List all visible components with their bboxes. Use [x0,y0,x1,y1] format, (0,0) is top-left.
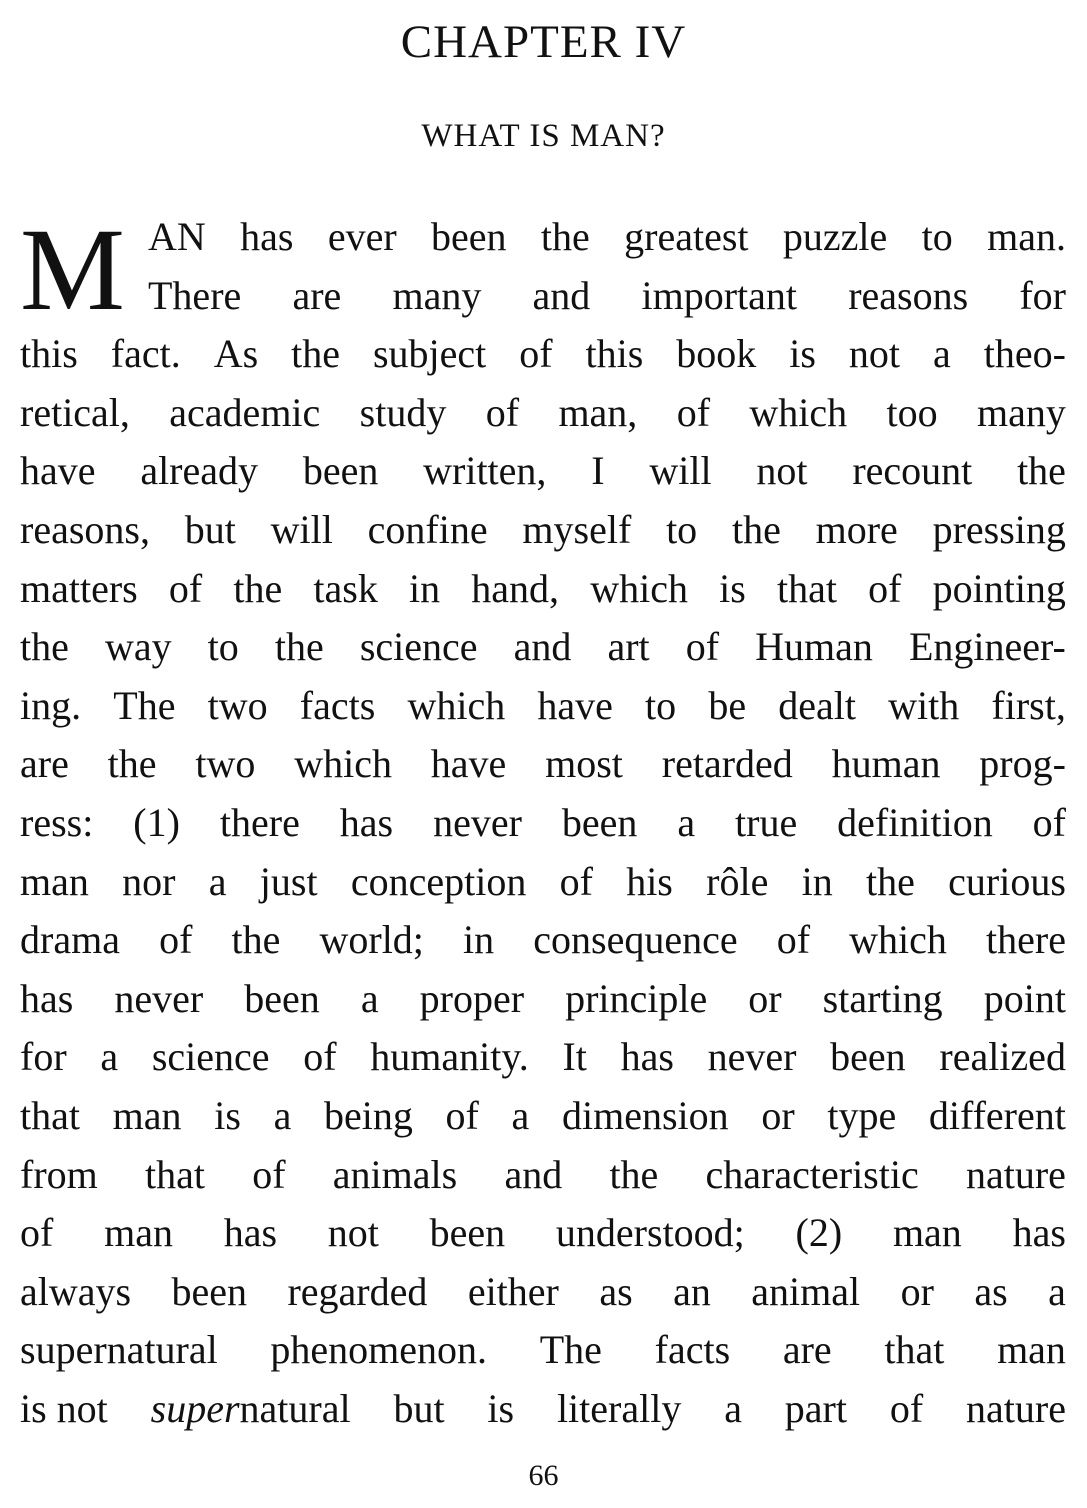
word: of [168,565,203,611]
word: Human [755,624,873,670]
word: a [273,1092,292,1138]
word: a [724,1385,742,1431]
word: man [892,1210,962,1256]
word: man [997,1327,1066,1373]
word: have [537,682,613,728]
word: two [207,682,268,728]
word: is [789,331,816,377]
word: hand, [471,565,560,611]
word: will [649,448,712,494]
word: has [620,1034,674,1080]
word: never [707,1034,797,1080]
italic-text: super [150,1385,240,1431]
word: this [20,331,78,377]
word: There [148,272,242,318]
word: been [431,214,507,259]
word: a [1048,1268,1066,1314]
word: (1) [133,799,180,845]
word: the [274,624,324,670]
word: and [513,624,572,670]
word: (2) [795,1210,843,1256]
word: for [1019,272,1066,318]
text-segment: natural [239,1385,351,1431]
word: man. [987,214,1066,259]
word: rôle [706,858,769,904]
word: this [585,331,644,377]
word: type [827,1092,897,1138]
word: human [831,741,941,787]
word: man, [558,389,638,435]
body-paragraph [20,204,1066,1438]
text-line [20,911,1066,970]
word: too [886,389,938,435]
word: that [884,1327,945,1373]
word: drama [20,917,120,963]
text-line [20,384,1066,443]
word: The [539,1327,602,1373]
word: has [240,214,294,259]
word: not [327,1210,379,1256]
word: part [784,1385,847,1431]
word: of [159,917,193,963]
text-line [20,970,1066,1029]
word: different [928,1092,1066,1138]
word: man [112,1092,182,1138]
word: not [756,448,808,494]
word: art [607,624,650,670]
word: which [590,565,688,611]
word: either [467,1268,559,1314]
text-line [20,1087,1066,1146]
word: the [231,917,281,963]
word: many [392,272,482,318]
word: with [888,682,960,728]
text-line [20,208,1066,267]
word: dealt [778,682,856,728]
word: been [171,1268,248,1314]
word: nature [966,1385,1066,1431]
word: is [214,1092,241,1138]
chapter-subtitle: WHAT IS MAN? [421,118,666,154]
word: science [151,1034,270,1080]
word: definition [837,799,993,845]
word: the [540,214,590,259]
word: or [761,1092,795,1138]
word: book [676,331,757,377]
text-line [20,735,1066,794]
word: ress: [20,799,94,845]
drop-cap: M [20,204,125,335]
word: a [511,1092,530,1138]
word: to [921,214,953,259]
chapter-title: CHAPTER IV [400,16,687,68]
word: retarded [661,741,793,787]
word: the [20,624,69,670]
word: nature [965,1151,1066,1197]
word: of [303,1034,337,1080]
word: regarded [287,1268,428,1314]
word: of [1032,799,1066,845]
word: but [393,1385,445,1431]
word: of [676,389,711,435]
word: It [562,1034,587,1080]
word: ing. [20,682,82,728]
text-line [20,853,1066,912]
word: never [114,975,204,1021]
text-segment-mixed [151,1380,351,1439]
word: consequence [533,917,738,963]
word: facts [299,682,376,728]
word: the [107,741,157,787]
word: humanity. [370,1034,529,1080]
word: pointing [932,565,1066,611]
text-line [20,618,1066,677]
word: been [302,448,379,494]
word: that [20,1092,80,1138]
word: important [641,272,798,318]
word: an [673,1268,711,1314]
word: which [749,389,848,435]
text-line [20,1263,1066,1322]
word: there [986,917,1066,963]
word: As [213,331,259,377]
word: or [748,975,782,1021]
word: of [889,1385,924,1431]
word: for [20,1034,67,1080]
word: many [977,389,1066,435]
word: which [849,917,947,963]
word: fact. [110,331,181,377]
word: has [20,975,74,1021]
word: that [776,565,837,611]
word: the [233,565,283,611]
word: as [599,1268,633,1314]
word: AN [148,214,206,259]
word: the [1017,448,1066,494]
text-line [20,501,1066,560]
word: and [504,1151,563,1197]
text-segment: is not [20,1385,108,1431]
word: a [208,858,227,904]
word: literally [556,1385,682,1431]
word: proper [419,975,525,1021]
word: which [294,741,392,787]
word: to [645,682,677,728]
word: prog- [979,741,1066,787]
text-line-last [20,1380,1066,1439]
word: nor [122,858,176,904]
word: not [848,331,901,377]
text-line [20,325,1066,384]
word: theo- [983,331,1066,377]
word: most [545,741,623,787]
word: phenomenon. [270,1327,488,1373]
word: there [219,799,300,845]
word: in [463,917,495,963]
word: is [487,1385,515,1431]
word: way [104,624,172,670]
word: as [974,1268,1008,1314]
word: task [313,565,378,611]
word: science [359,624,478,670]
word: recount [852,448,973,494]
word: but [184,506,236,552]
word: and [532,272,591,318]
word: supernatural [20,1327,218,1373]
word: two [195,741,256,787]
word: has [223,1210,278,1256]
word: first, [991,682,1066,728]
word: characteristic [705,1151,919,1197]
text-line [20,794,1066,853]
word: ever [327,214,397,259]
word: of [252,1151,286,1197]
word: always [20,1268,132,1314]
text-line [20,560,1066,619]
word: of [868,565,902,611]
word: realized [939,1034,1066,1080]
word: matters [20,565,138,611]
word: the [291,331,340,377]
word: are [292,272,342,318]
word: been [830,1034,906,1080]
page-number: 66 [528,1459,559,1492]
word: his [626,858,673,904]
word: of [445,1092,479,1138]
word: have [430,741,507,787]
word: understood; [555,1210,745,1256]
word: or [900,1268,934,1314]
word: have [20,448,96,494]
word: of [20,1210,54,1256]
word: academic [169,389,321,435]
word: in [409,565,441,611]
word: to [207,624,239,670]
text-line [20,442,1066,501]
word: principle [565,975,708,1021]
word: curious [948,858,1066,904]
word: man [20,858,89,904]
word: already [140,448,259,494]
word: has [1012,1210,1066,1256]
word: been [561,799,638,845]
text-line [20,1204,1066,1263]
word: retical, [20,389,130,435]
word: conception [350,858,527,904]
word: pressing [932,506,1066,552]
word: myself [522,506,632,552]
word: to [666,506,698,552]
word: has [339,799,394,845]
word: of [485,389,520,435]
word: been [429,1210,506,1256]
word: a [677,799,696,845]
word: I [591,448,605,494]
word: point [983,975,1066,1021]
word: a [100,1034,119,1080]
word: just [259,858,318,904]
word: animals [332,1151,458,1197]
word: subject [372,331,487,377]
word: that [145,1151,205,1197]
word: more [815,506,898,552]
word: true [735,799,798,845]
word: world; [319,917,424,963]
word: are [782,1327,832,1373]
word: are [20,741,69,787]
word: of [519,331,553,377]
word: being [324,1092,413,1138]
word: never [433,799,522,845]
word: a [360,975,379,1021]
word: the [865,858,915,904]
word: be [708,682,747,728]
word: from [20,1151,98,1197]
word: puzzle [782,214,888,259]
word: greatest [624,214,749,259]
word: starting [822,975,943,1021]
word: of [685,624,720,670]
word: The [113,682,176,728]
text-line [20,267,1066,326]
text-line [20,1321,1066,1380]
word: of [559,858,593,904]
text-line [20,677,1066,736]
text-line [20,1146,1066,1205]
word: reasons, [20,506,150,552]
word: a [933,331,951,377]
word: the [609,1151,659,1197]
word: confine [367,506,488,552]
word: reasons [848,272,969,318]
word: of [776,917,811,963]
word: man [104,1210,173,1256]
word: animal [751,1268,861,1314]
word: facts [654,1327,731,1373]
word: will [270,506,333,552]
word: study [359,389,447,435]
word: the [731,506,781,552]
word: Engineer- [908,624,1066,670]
word: which [407,682,506,728]
text-line [20,1028,1066,1087]
word: is [719,565,746,611]
word: been [244,975,320,1021]
word: dimension [561,1092,729,1138]
word: in [801,858,833,904]
word: written, [423,448,547,494]
